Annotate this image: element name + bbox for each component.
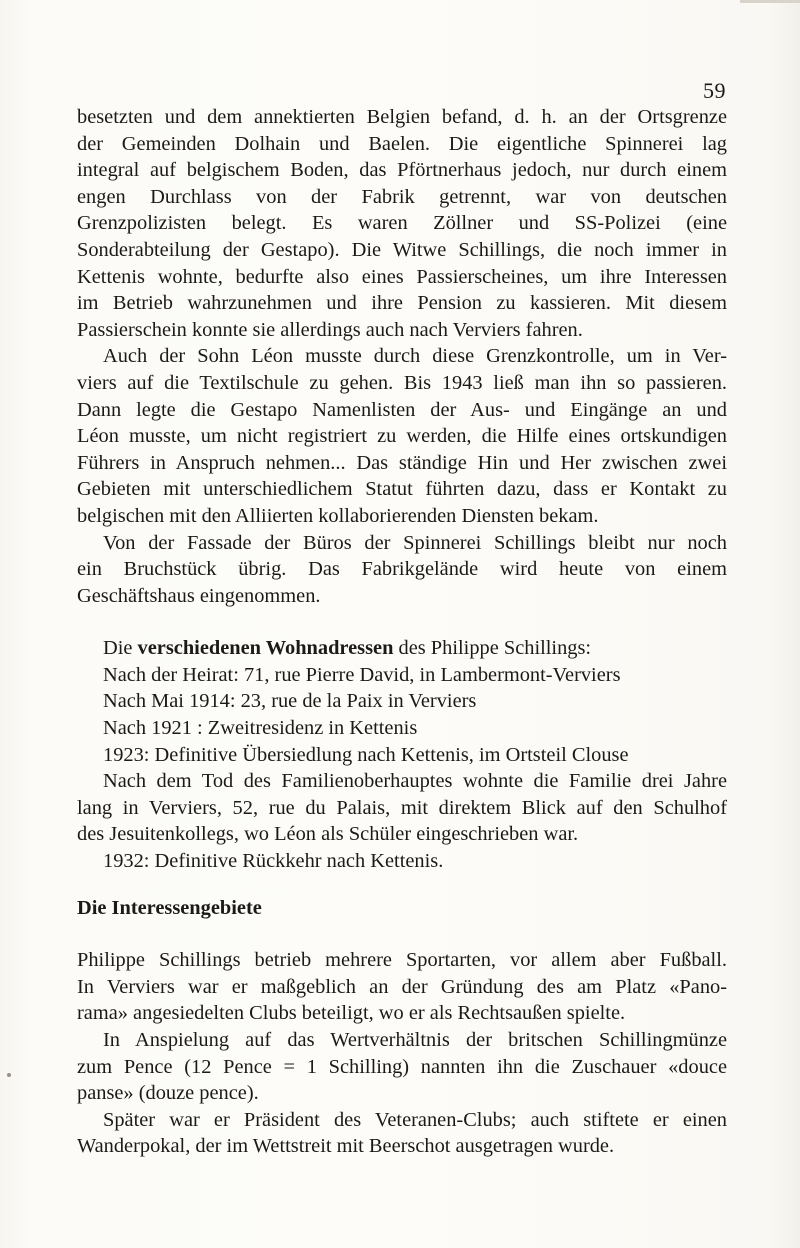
text-line: Von der Fassade der Büros der Spinnerei Schillings bleibt nur noch [103, 531, 727, 554]
addresses-intro: Die verschiedenen Wohnadressen des Philippe Schillings: [103, 637, 592, 660]
text-line: Philippe Schillings betrieb mehrere Sportarten, vor allem aber Fußball. [77, 949, 727, 972]
text-line: lang in Verviers, 52, rue du Palais, mit direktem Blick auf den Schulhof [77, 796, 727, 819]
text-line: Dann legte die Gestapo Namenlisten der Aus- und Eingänge an und [77, 398, 727, 421]
address-item: Nach Mai 1914: 23, rue de la Paix in Verviers [103, 690, 477, 713]
paragraph-border-context [77, 104, 727, 343]
return-line: 1932: Definitive Rückkehr nach Kettenis. [103, 850, 444, 873]
text-line: engen Durchlass von der Fabrik getrennt, war von deutschen [77, 185, 727, 208]
paragraph-leon-border [77, 343, 727, 529]
address-item: Nach der Heirat: 71, rue Pierre David, in Lambermont-Verviers [103, 663, 621, 686]
paragraph-sports [77, 947, 727, 1027]
text-line: Gebieten mit unterschiedlichem Statut führten dazu, dass er Kontakt zu [77, 478, 727, 501]
text-line: der Gemeinden Dolhain und Baelen. Die eigentliche Spinnerei lag [77, 132, 727, 155]
text-line: Auch der Sohn Léon musste durch diese Grenzkontrolle, um in Ver- [103, 345, 727, 368]
paragraph-veterans [77, 1107, 727, 1160]
text-line: Geschäftshaus eingenommen. [77, 584, 321, 607]
section-heading: Die Interessengebiete [77, 896, 262, 919]
text-line: Nach dem Tod des Familienoberhauptes wohnte die Familie drei Jahre [103, 770, 727, 793]
text-line: Léon musste, um nicht registriert zu werden, die Hilfe eines ortskundigen [77, 425, 727, 448]
text-line: viers auf die Textilschule zu gehen. Bis 1943 ließ man ihn so passieren. [77, 371, 727, 394]
text-line: Sonderabteilung der Gestapo). Die Witwe Schillings, die noch immer in [77, 238, 727, 261]
text-line: Wanderpokal, der im Wettstreit mit Beerschot ausgetragen wurde. [77, 1135, 615, 1158]
paper-speck [7, 1073, 11, 1077]
text-line: Kettenis wohnte, bedurfte also eines Passierscheines, um ihre Interessen [77, 265, 727, 288]
text-line: In Verviers war er maßgeblich an der Gründung des am Platz «Pano- [77, 975, 727, 998]
paragraph-facade [77, 530, 727, 610]
text-line: des Jesuitenkollegs, wo Léon als Schüler eingeschrieben war. [77, 823, 579, 846]
paragraph-death [77, 768, 727, 874]
address-item: 1923: Definitive Übersiedlung nach Kettenis, im Ortsteil Clouse [103, 743, 629, 766]
body-text [77, 104, 727, 1160]
text-line: Später war er Präsident des Veteranen-Clubs; auch stiftete er einen [103, 1108, 727, 1131]
text-line: Grenzpolizisten belegt. Es waren Zöllner und SS-Polizei (eine [77, 212, 727, 235]
spacer [77, 875, 727, 895]
text-line: Passierschein konnte sie allerdings auch nach Verviers fahren. [77, 318, 583, 341]
text-line: zum Pence (12 Pence = 1 Schilling) nannten ihn die Zuschauer «douce [77, 1055, 727, 1078]
addresses-section [77, 635, 727, 768]
text-line: Führers in Anspruch nehmen... Das ständige Hin und Her zwischen zwei [77, 451, 727, 474]
paragraph-nickname [77, 1027, 727, 1107]
text-line: ein Bruchstück übrig. Das Fabrikgelände wird heute von einem [77, 558, 727, 581]
text-line: besetzten und dem annektierten Belgien befand, d. h. an der Ortsgrenze [77, 106, 727, 128]
text-line: integral auf belgischem Boden, das Pförtnerhaus jedoch, nur durch einem [77, 159, 727, 182]
text-line: panse» (douze pence). [77, 1082, 259, 1105]
text-line: im Betrieb wahrzunehmen und ihre Pension zu kassieren. Mit diesem [77, 292, 727, 315]
page-number: 59 [703, 78, 726, 103]
address-item: Nach 1921 : Zweitresidenz in Kettenis [103, 717, 418, 740]
addresses-intro-bold: verschiedenen Wohnadressen [137, 637, 394, 660]
text-line: rama» angesiedelten Clubs beteiligt, wo er als Rechtsaußen spielte. [77, 1002, 626, 1025]
spacer [77, 921, 727, 947]
text-line: In Anspielung auf das Wertverhältnis der britschen Schillingmünze [103, 1029, 727, 1051]
spacer [77, 609, 727, 635]
text-line: belgischen mit den Alliierten kollaborierenden Diensten bekam. [77, 504, 599, 527]
page-edge-mark [740, 0, 800, 3]
